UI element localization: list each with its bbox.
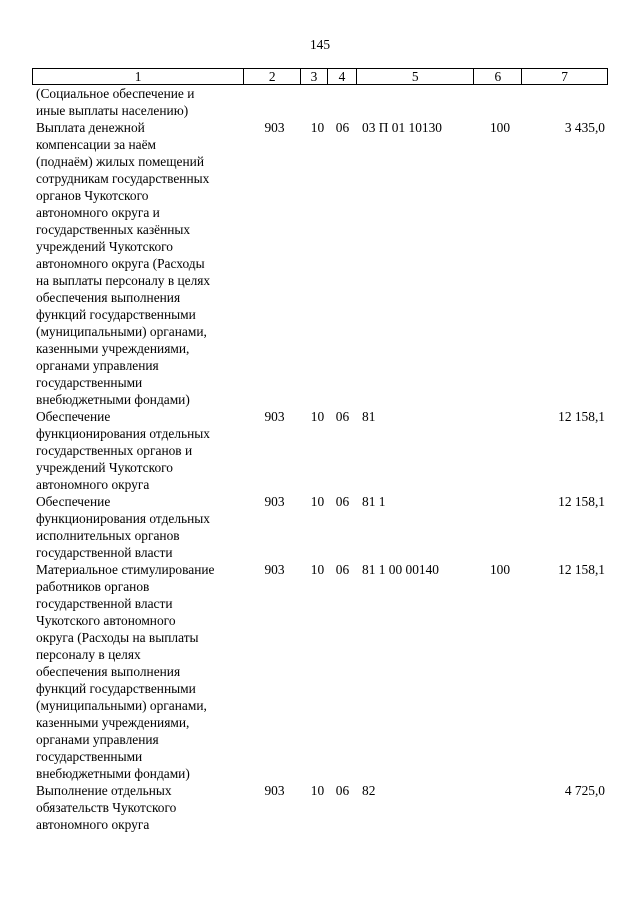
row-name-line: государственной власти [36,545,173,560]
row-name-line: сотрудникам государственных [36,171,210,186]
row-name [32,119,244,408]
column-header-2: 2 [244,69,301,84]
row-name-line: государственными [36,375,143,390]
row-name-line: работников органов [36,579,150,594]
table-row [32,782,608,833]
row-name-line: округа (Расходы на выплаты [36,630,199,645]
table-header [32,68,608,85]
row-name-line: функций государственными [36,681,196,696]
row-section: 10 [310,783,325,798]
row-name-line: органами управления [36,358,159,373]
row-expense-type: 100 [489,120,511,135]
row-name-line: (поднаём) жилых помещений [36,154,204,169]
table-body [32,85,608,833]
row-name-line: обеспечения выполнения [36,664,181,679]
row-subsection: 06 [335,783,350,798]
row-name-line: Чукотского автономного [36,613,176,628]
row-name-line: функций государственными [36,307,196,322]
row-section: 10 [310,562,325,577]
row-section: 10 [310,120,325,135]
row-name-line: обязательств Чукотского [36,800,177,815]
row-name-line: органов Чукотского [36,188,149,203]
row-amount: 4 725,0 [564,783,605,798]
row-name-line: внебюджетными фондами) [36,766,190,781]
column-header-3: 3 [301,69,328,84]
row-name-line: исполнительных органов [36,528,180,543]
row-name-line: компенсации за наём [36,137,157,152]
row-target-article: 82 [362,783,376,798]
row-name-line: автономного округа (Расходы [36,256,205,271]
row-name [32,85,244,119]
row-name-line: государственных казённых [36,222,191,237]
row-name-line: внебюджетными фондами) [36,392,190,407]
row-target-article: 81 [362,409,376,424]
row-amount: 12 158,1 [558,494,605,509]
row-subsection: 06 [335,562,350,577]
row-expense-type: 100 [489,562,511,577]
row-name-line: иные выплаты населению) [36,103,189,118]
row-admin-code: 903 [264,494,285,509]
row-name [32,493,244,561]
row-admin-code: 903 [264,120,285,135]
row-name-line: органами управления [36,732,159,747]
row-admin-code: 903 [264,562,285,577]
row-name-line: Материальное стимулирование [36,562,215,577]
row-amount: 12 158,1 [558,562,605,577]
row-admin-code: 903 [264,783,285,798]
row-name-line: казенными учреждениями, [36,341,190,356]
row-name-line: (муниципальными) органами, [36,698,207,713]
table-row [32,493,608,561]
row-name-line: функционирования отдельных [36,511,210,526]
row-name-line: (Социальное обеспечение и [36,86,195,101]
table-row [32,408,608,493]
row-name [32,782,244,833]
table-row [32,119,608,408]
column-header-7: 7 [561,69,568,84]
table-row [32,85,608,119]
column-header-5: 5 [357,69,475,84]
row-name-line: (муниципальными) органами, [36,324,207,339]
column-header-4: 4 [328,69,357,84]
row-name [32,561,244,782]
row-name-line: государственными [36,749,143,764]
row-name-line: функционирования отдельных [36,426,210,441]
row-name-line: автономного округа и [36,205,160,220]
row-name-line: учреждений Чукотского [36,460,173,475]
row-name-line: Выполнение отдельных [36,783,172,798]
row-target-article: 81 1 [362,494,386,509]
row-name-line: Выплата денежной [36,120,145,135]
row-name-line: государственных органов и [36,443,193,458]
row-name-line: автономного округа [36,477,150,492]
row-amount: 3 435,0 [564,120,605,135]
row-name-line: государственной власти [36,596,173,611]
column-header-6: 6 [474,69,522,84]
row-name [32,408,244,493]
row-section: 10 [310,494,325,509]
row-target-article: 03 П 01 10130 [362,120,442,135]
row-name-line: казенными учреждениями, [36,715,190,730]
row-target-article: 81 1 00 00140 [362,562,439,577]
row-name-line: Обеспечение [36,409,111,424]
row-name-line: учреждений Чукотского [36,239,173,254]
row-subsection: 06 [335,409,350,424]
row-name-line: Обеспечение [36,494,111,509]
row-section: 10 [310,409,325,424]
row-name-line: автономного округа [36,817,150,832]
table-row [32,561,608,782]
row-admin-code: 903 [264,409,285,424]
row-subsection: 06 [335,120,350,135]
page-number: 145 [309,37,331,52]
row-name-line: на выплаты персоналу в целях [36,273,211,288]
row-subsection: 06 [335,494,350,509]
row-name-line: персоналу в целях [36,647,141,662]
row-name-line: обеспечения выполнения [36,290,181,305]
column-header-1: 1 [33,69,244,84]
row-amount: 12 158,1 [558,409,605,424]
